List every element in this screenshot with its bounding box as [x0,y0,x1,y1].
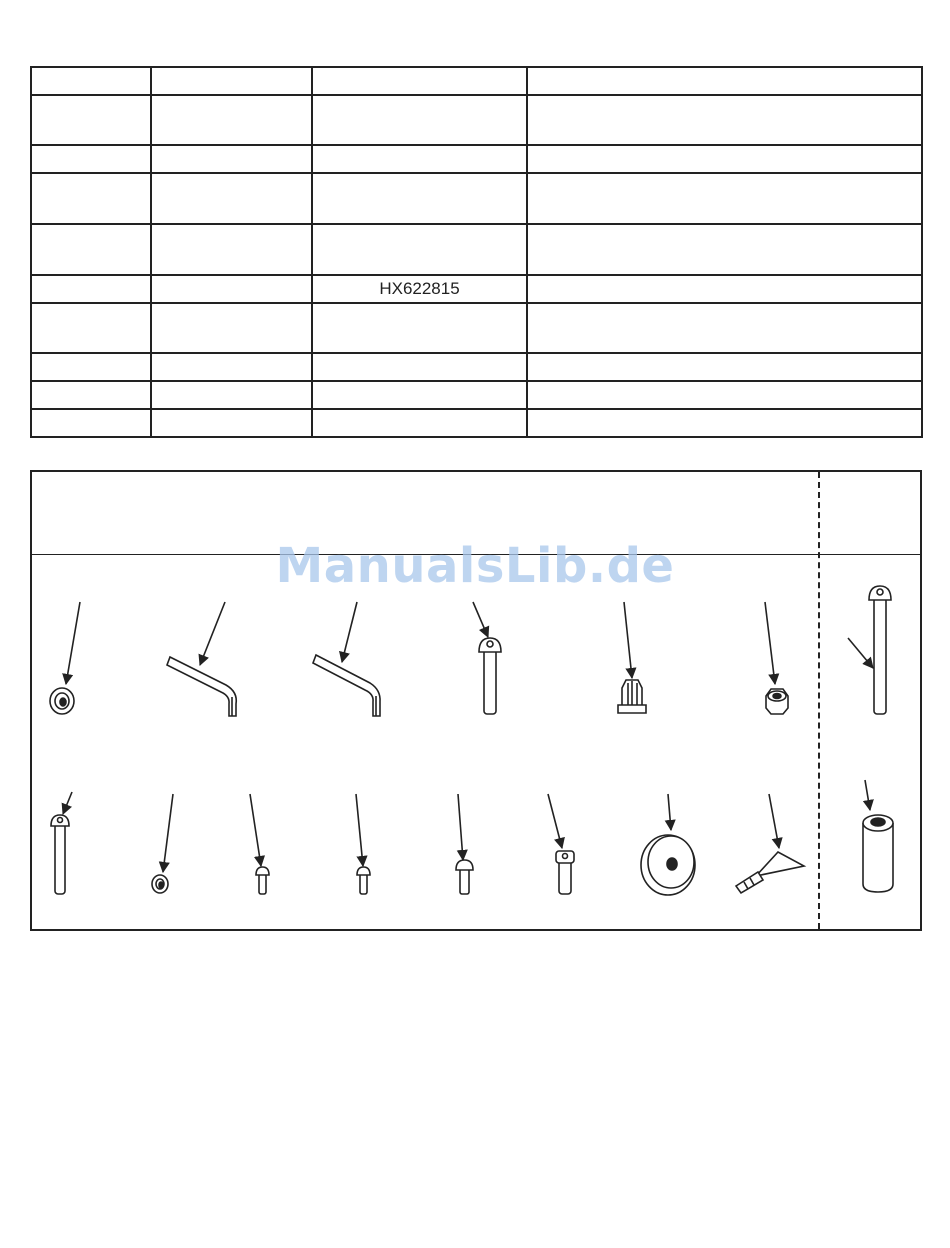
allen-key-small-icon [313,602,380,716]
short-screw-icon [250,794,269,894]
medium-screw-icon [456,794,473,894]
small-washer-icon [152,794,173,893]
long-bolt-icon [51,792,72,894]
extra-long-bolt-icon [848,586,891,714]
watermark: ManualsLib.de [275,538,675,594]
lock-nut-icon [765,602,788,714]
socket-cap-bolt-icon [548,794,574,894]
wrench-tool-icon [736,794,804,893]
allen-key-large-icon [167,602,236,716]
short-screw-icon [356,794,370,894]
glide-insert-icon [618,602,646,713]
large-washer-icon [641,794,695,895]
button-head-bolt-icon [473,602,501,714]
spacer-tube-icon [863,780,893,892]
washer-icon [50,602,80,714]
part-number: HX622815 [312,275,527,303]
